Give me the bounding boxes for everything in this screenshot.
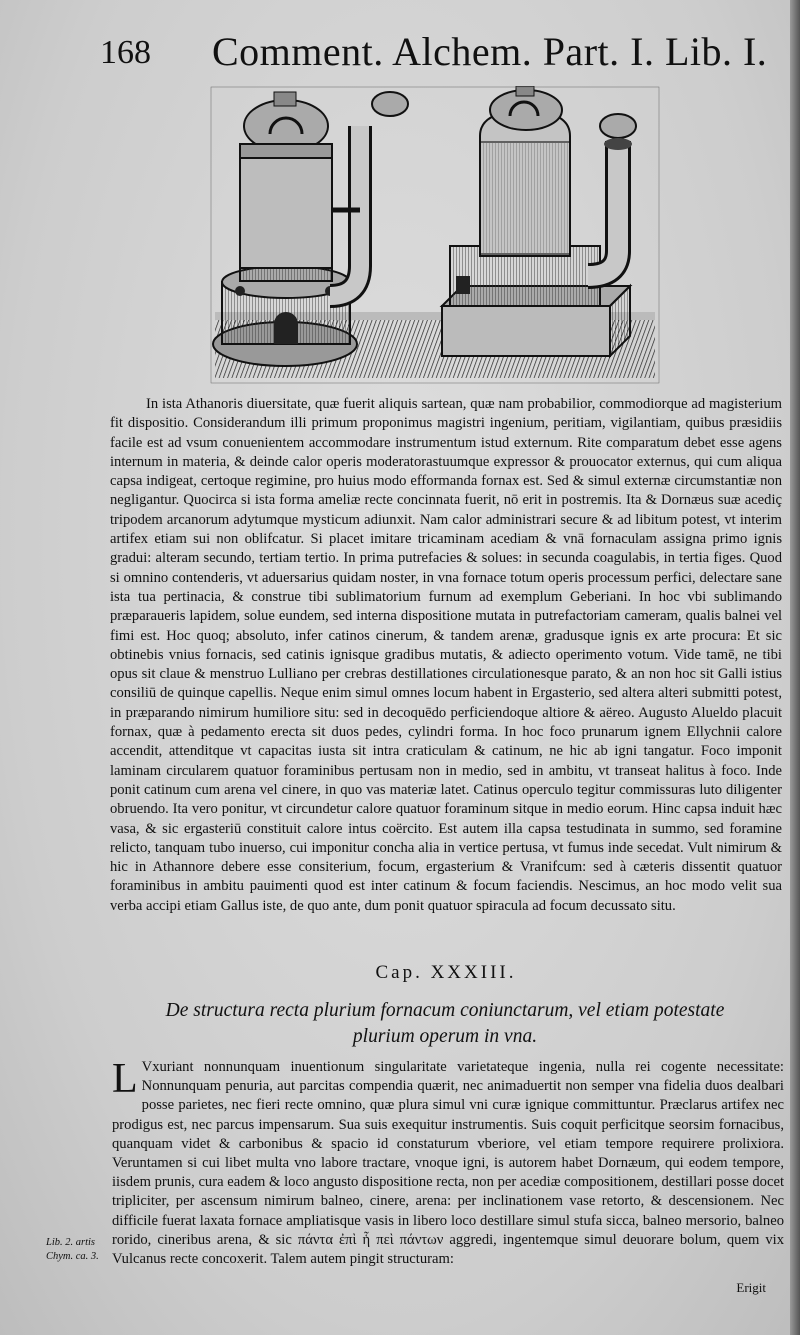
page-number: 168	[100, 34, 151, 71]
running-title: Comment. Alchem. Part. I. Lib. I.	[212, 29, 768, 74]
catchword: Erigit	[736, 1280, 766, 1295]
main-paragraph	[110, 395, 782, 916]
paragraph-text: In ista Athanoris diuersitate, quæ fuerit aliquis sartean, quæ nam probabilior, commodiorque ad magisterium fit dispositio. Considerandum illi primum proponimus magistri ingenium, peritiam, vigilantiam, quibus præsidiis facile est ad vsum conuenientem accommodare instrumentum istud externum. Rite comparatum debet esse agens internum in materia, & deinde calor operis moderatorastuumque expressor & prouocator externus, qui cum aliqua capsa indigeat, certoque regimine, pro huius modo efformanda fornax est. Sed & simul externæ circumstantiæ non negligantur. Quocirca si ista forma ameliæ recte concinnata fuerit, nō erit in postremis. Ita & Dornæus suæ acediç tripodem arcanorum adytumque mysticum adiunxit. Nam calor administrari secure & ad libitum potest, vt interim artifex etiam sui non oblifcatur. Si placet imitare tricaminam acediam & vnā fornaculam assigna primo ignis gradui: alteram secundo, tertiam tertio. In prima putrefacies & solues: in secunda coagulabis, in tertia figes. Quod si omnino contenderis, vt aduersarius quidam noster, in vna fornace totum operis processum perfici, delectare sane ista tua pertinacia, & construe tibi sublimatorium furnum ad exemplum Geberiani. In hoc vbi sublimando præparaueris lapidem, solue eundem, sed interna dispositione mutata in putrefactoriam cameram, qualis balnei vel fimi est. Hoc quoq; absoluto, infer catinos cinerum, & tandem arenæ, gradusque ignis ex arte procura: Et sic obtinebis vnius fornacis, sed catinis ignisque gradibus mutatis, & adiecto operimento votum. Vide tamē, ne tibi opus sit claue & menstruo Lulliano per crebras destillationes circulationesque parato, & an non hoc sit Galli istius consiliū de quinque capellis. Neque enim simul omnes locum habent in Ergasterio, sed altera alteri submitti potest, in præparando nimirum humiliore situ: sed in decoquēdo perficiendoque altiore & aëreo. Augusto Alueldo placuit fornax, quæ à pedamento erecta sit duos pedes, cylindri forma. In hoc foco prunarum ignem Ellychnii calore accendit, attenditque vt capacitas iusta sit intra craticulam & catinum, ne hic ab igni tangatur. Foco imponit laminam circularem quatuor foraminibus pertusam non in medio, sed in ambitu, vt transeat halitus à foco. Inde ponit catinum cum arena vel cinere, in quo vas materiæ latet. Catinus operculo tegitur commissuras luto diligenter obruendo. Ita vero ponitur, vt circundetur calore quatuor foraminum sitque in medio eorum. Hinc capsa induit hæc vasa, & sic ergasteriū constituit calore intus coërcito. Est autem illa capsa testudinata in summo, sed foramine relicto, tanquam tubo inuerso, cui imponitur concha alia in vertice pertusa, vt fumus inde secedat. Vult nimirum & hic in Athannore debere esse consiterium, focum, ergasterium & Vranifcum: sed à cæteris dissentit quatuor foraminibus in ambitu pauimenti quod est inter catinum & focum faciendis. Nescimus, an hoc modo velit sua verba accipi etiam Gallus iste, de quo ante, dum ponit quatuor spiracula ad focum decussato situ.	[110, 396, 782, 914]
chapter-body	[112, 1058, 784, 1269]
page-header	[100, 28, 768, 84]
drop-cap: L	[112, 1056, 138, 1102]
chapter-subtitle: De structura recta plurium fornacum coniunctarum, vel etiam potestate plurium operum in vna.	[165, 1000, 725, 1047]
chapter-paragraph-text: Vxuriant nonnunquam inuentionum singularitate varietateque ingenia, nulla rei cogente necessitate: Nonnunquam penuria, aut parcitas compendia quærit, nec animaduertit non semper vna fidelia duos dealbari posse parietes, nec fieri recte omnino, quæ plura simul vni curæ ignique committuntur. Præclarus artifex nec prodigus est, nec parcus impensarum. Sua suis exequitur instrumentis. Suis coquit perficitque seorsim fornacibus, quanquam videt & carbonibus & spacio id constaturum vberiore, vel etiam tempore requirere prolixiora. Veruntamen si cui libet multa vno labore tractare, vnoque igni, is autorem habet Dornæum, qui eodem tempore, iisdem prunis, cura eadem & loco angusto dispositione recta, non per acediæ compositionem, destillari posse docet tripliciter, per ascensum nimirum balneo, cinere, arena: per inclinationem vase retorto, & descensionem. Nec difficile fuerat laxata fornace ampliatisque vasis in libero loco destillare simul stufa sicca, balneo mersorio, balneo rorido, cineribus arena, & sic πάντα ἐπὶ ἧ πεὶ πάντων aggredi, ingentemque simul deuorare bolum, quem vix Vulcanus recte concoxerit. Talem autem pingit structuram:	[112, 1059, 784, 1268]
margin-note: Lib. 2. artis Chym. ca. 3.	[46, 1237, 99, 1262]
chapter-heading: Cap. XXXIII.	[375, 962, 517, 983]
page-spine-shadow	[790, 0, 800, 1335]
athanor-furnaces-woodcut-icon	[210, 86, 660, 384]
